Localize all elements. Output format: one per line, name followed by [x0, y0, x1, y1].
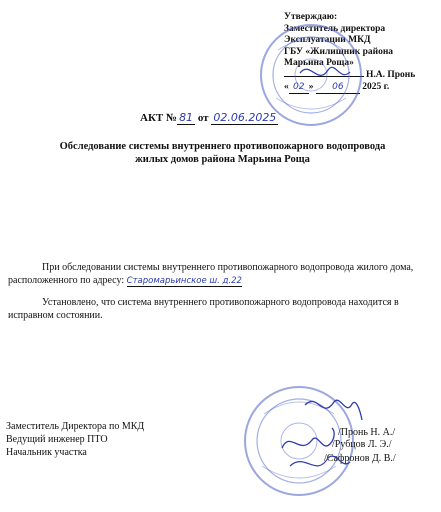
inspection-address: Старомарьинское ш. д.22 — [126, 275, 242, 286]
act-subject — [20, 140, 425, 166]
act-title — [140, 111, 278, 125]
approval-date-row: « 02 » 06 2025 г. — [284, 82, 434, 95]
signature-name-3: /Сафронов Д. В./ — [324, 453, 396, 464]
approval-date-month: 06 — [316, 82, 360, 95]
approval-line-2: Заместитель директора — [284, 23, 386, 34]
act-number: 81 — [179, 111, 194, 124]
signature-name-1: /Пронь Н. А./ — [338, 427, 396, 438]
inspection-text: При обследовании системы внутреннего противопожарного водопровода жилого дома, расположенного по адресу: — [8, 262, 414, 286]
approval-date-day: 02 — [289, 82, 309, 95]
conclusion-paragraph: Установлено, что система внутреннего противопожарного водопровода находится в исправном состоянии. — [8, 297, 399, 321]
approval-date-year: 2025 г. — [362, 81, 390, 92]
signature-role-1: Заместитель Директора по МКД — [6, 421, 145, 432]
signature-name-2: /Рубцов Л. Э./ — [332, 439, 392, 450]
subject-line-1: Обследование системы внутреннего противопожарного водопровода — [59, 141, 386, 152]
act-date: 02.06.2025 — [213, 111, 277, 124]
act-title-prefix: АКТ № — [140, 112, 178, 124]
approval-line-5: Марьина Роща» — [284, 58, 354, 69]
approval-signer: Н.А. Пронь — [366, 69, 416, 80]
signature-role-2: Ведущий инженер ПТО — [6, 434, 108, 445]
act-from-label: от — [197, 112, 209, 124]
approval-line-3: Эксплуатации МКД — [284, 35, 371, 46]
signature-role-3: Начальник участка — [6, 447, 87, 458]
subject-line-2: жилых домов района Марьина Роща — [135, 154, 310, 165]
approval-line-4: ГБУ «Жилищник района — [284, 46, 394, 57]
inspection-paragraph — [8, 262, 438, 287]
approval-line-1: Утверждаю: — [284, 12, 338, 22]
